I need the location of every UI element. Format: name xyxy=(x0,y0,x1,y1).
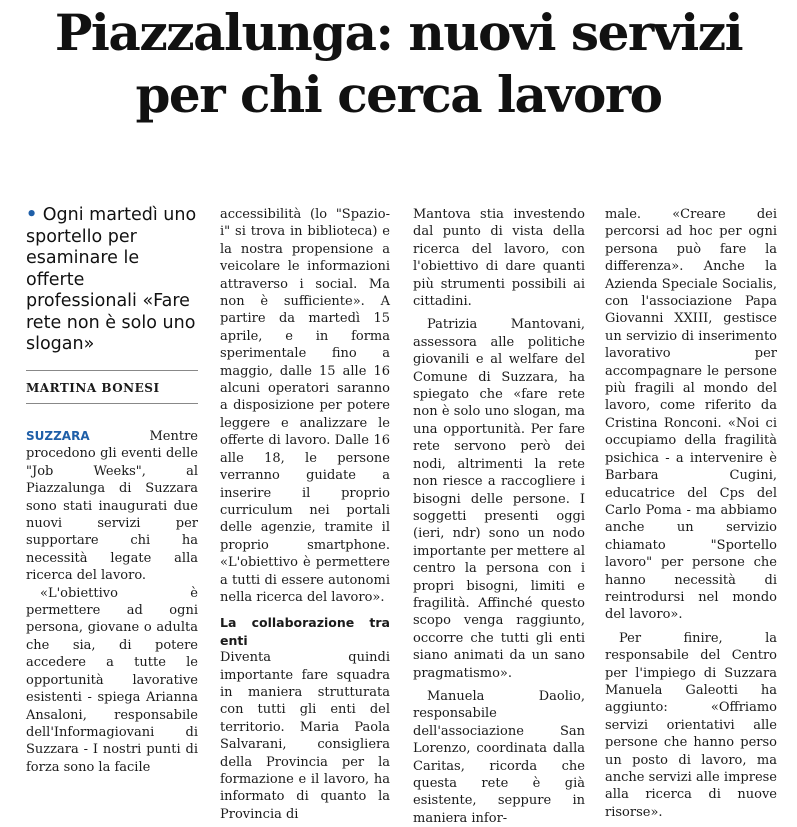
byline-divider-top xyxy=(26,370,198,371)
byline-divider-bottom xyxy=(26,403,198,404)
paragraph: Diventa quindi importante fare squadra in maniera strutturata con tutti gli enti del territorio. Maria Paola Salvarani, consigliera della Provincia per la formazione e il lavoro, ha informato di quanto la Provincia di xyxy=(220,650,390,822)
lede-summary xyxy=(26,205,198,356)
byline: MARTINA BONESI xyxy=(26,381,160,395)
dateline-place: SUZZARA xyxy=(26,429,90,443)
article-column-3 xyxy=(413,206,585,827)
paragraph: Per finire, la responsabile del Centro per l'impiego di Suzzara Manuela Galeotti ha aggiunto: «Offriamo servizi orientativi alle persone che hanno perso un posto di lavoro, ma anche servizi alle imprese alla ricerca di nuove risorse». xyxy=(605,630,777,820)
paragraph: Manuela Daolio, responsabile dell'associazione San Lorenzo, coordinata dalla Caritas, ricorda che questa rete è già esistente, seppure in maniera infor- xyxy=(413,688,585,826)
article-column-1 xyxy=(26,428,198,776)
headline-line-1: Piazzalunga: nuovi servizi xyxy=(54,3,743,62)
paragraph: Patrizia Mantovani, assessora alle politiche giovanili e al welfare del Comune di Suzzara, ha spiegato che «fare rete non è solo uno slogan, ma una opportunità. Per fare rete servono però dei nodi, altrimenti la rete non riesce a raccogliere i bisogni delle persone. I soggetti presenti oggi (ieri, ndr) sono un nodo importante per mettere al centro la persona con i propri bisogni, limiti e fragilità. Affinché questo scopo venga raggiunto, occorre che tutti gli enti siano animati da un sano pragmatismo». xyxy=(413,317,585,681)
paragraph: accessibilità (lo "Spazio-i" si trova in biblioteca) e la nostra propensione a veicolare le informazioni attraverso i social. Ma non è sufficiente». A partire da martedì 15 aprile, e in forma sperimentale fino a maggio, dalle 15 alle 16 alcuni operatori saranno a disposizione per potere leggere e analizzare le offerte di lavoro. Dalle 16 alle 18, le persone verranno guidate a inserire il proprio curriculum nei portali delle agenzie, tramite il proprio smartphone. «L'obiettivo è permettere a tutti di essere autonomi nella ricerca del lavoro». xyxy=(220,207,390,605)
paragraph-text: Mentre procedono gli eventi delle "Job Weeks", al Piazzalunga di Suzzara sono stati inaugurati due nuovi servizi per supportare chi ha necessità legate alla ricerca del lavoro. xyxy=(26,429,198,584)
lede-text: Ogni martedì uno sportello per esaminare le offerte professionali «Fare rete non è solo uno slogan» xyxy=(26,205,197,354)
article-column-2 xyxy=(220,206,390,823)
article-column-4 xyxy=(605,206,777,821)
headline-line-2: per chi cerca lavoro xyxy=(135,65,662,124)
paragraph: Mantova stia investendo dal punto di vista della ricerca del lavoro, con l'obiettivo di dare quanti più strumenti possibili ai cittadini. xyxy=(413,207,585,310)
headline xyxy=(0,2,797,126)
section-subheading: La collaborazione tra enti xyxy=(220,615,390,648)
paragraph xyxy=(26,428,198,585)
paragraph: male. «Creare dei percorsi ad hoc per ogni persona può fare la differenza». Anche la Azienda Speciale Socialis, con l'associazione Papa Giovanni XXIII, gestisce un servizio di inserimento lavorativo per accompagnare le persone più fragili al mondo del lavoro, come riferito da Cristina Ronconi. «Noi ci occupiamo della fragilità psichica - a intervenire è Barbara Cugini, educatrice del Cps del Carlo Poma - ma abbiamo anche un servizio chiamato "Sportello lavoro" per persone che hanno necessità di reintrodursi nel mondo del lavoro». xyxy=(605,207,777,623)
paragraph: «L'obiettivo è permettere ad ogni persona, giovane o adulta che sia, di potere accedere a tutte le opportunità lavorative esistenti - spiega Arianna Ansaloni, responsabile dell'Informagiovani di Suzzara - I nostri punti di forza sono la facile xyxy=(26,585,198,775)
bullet-icon: • xyxy=(26,205,38,225)
